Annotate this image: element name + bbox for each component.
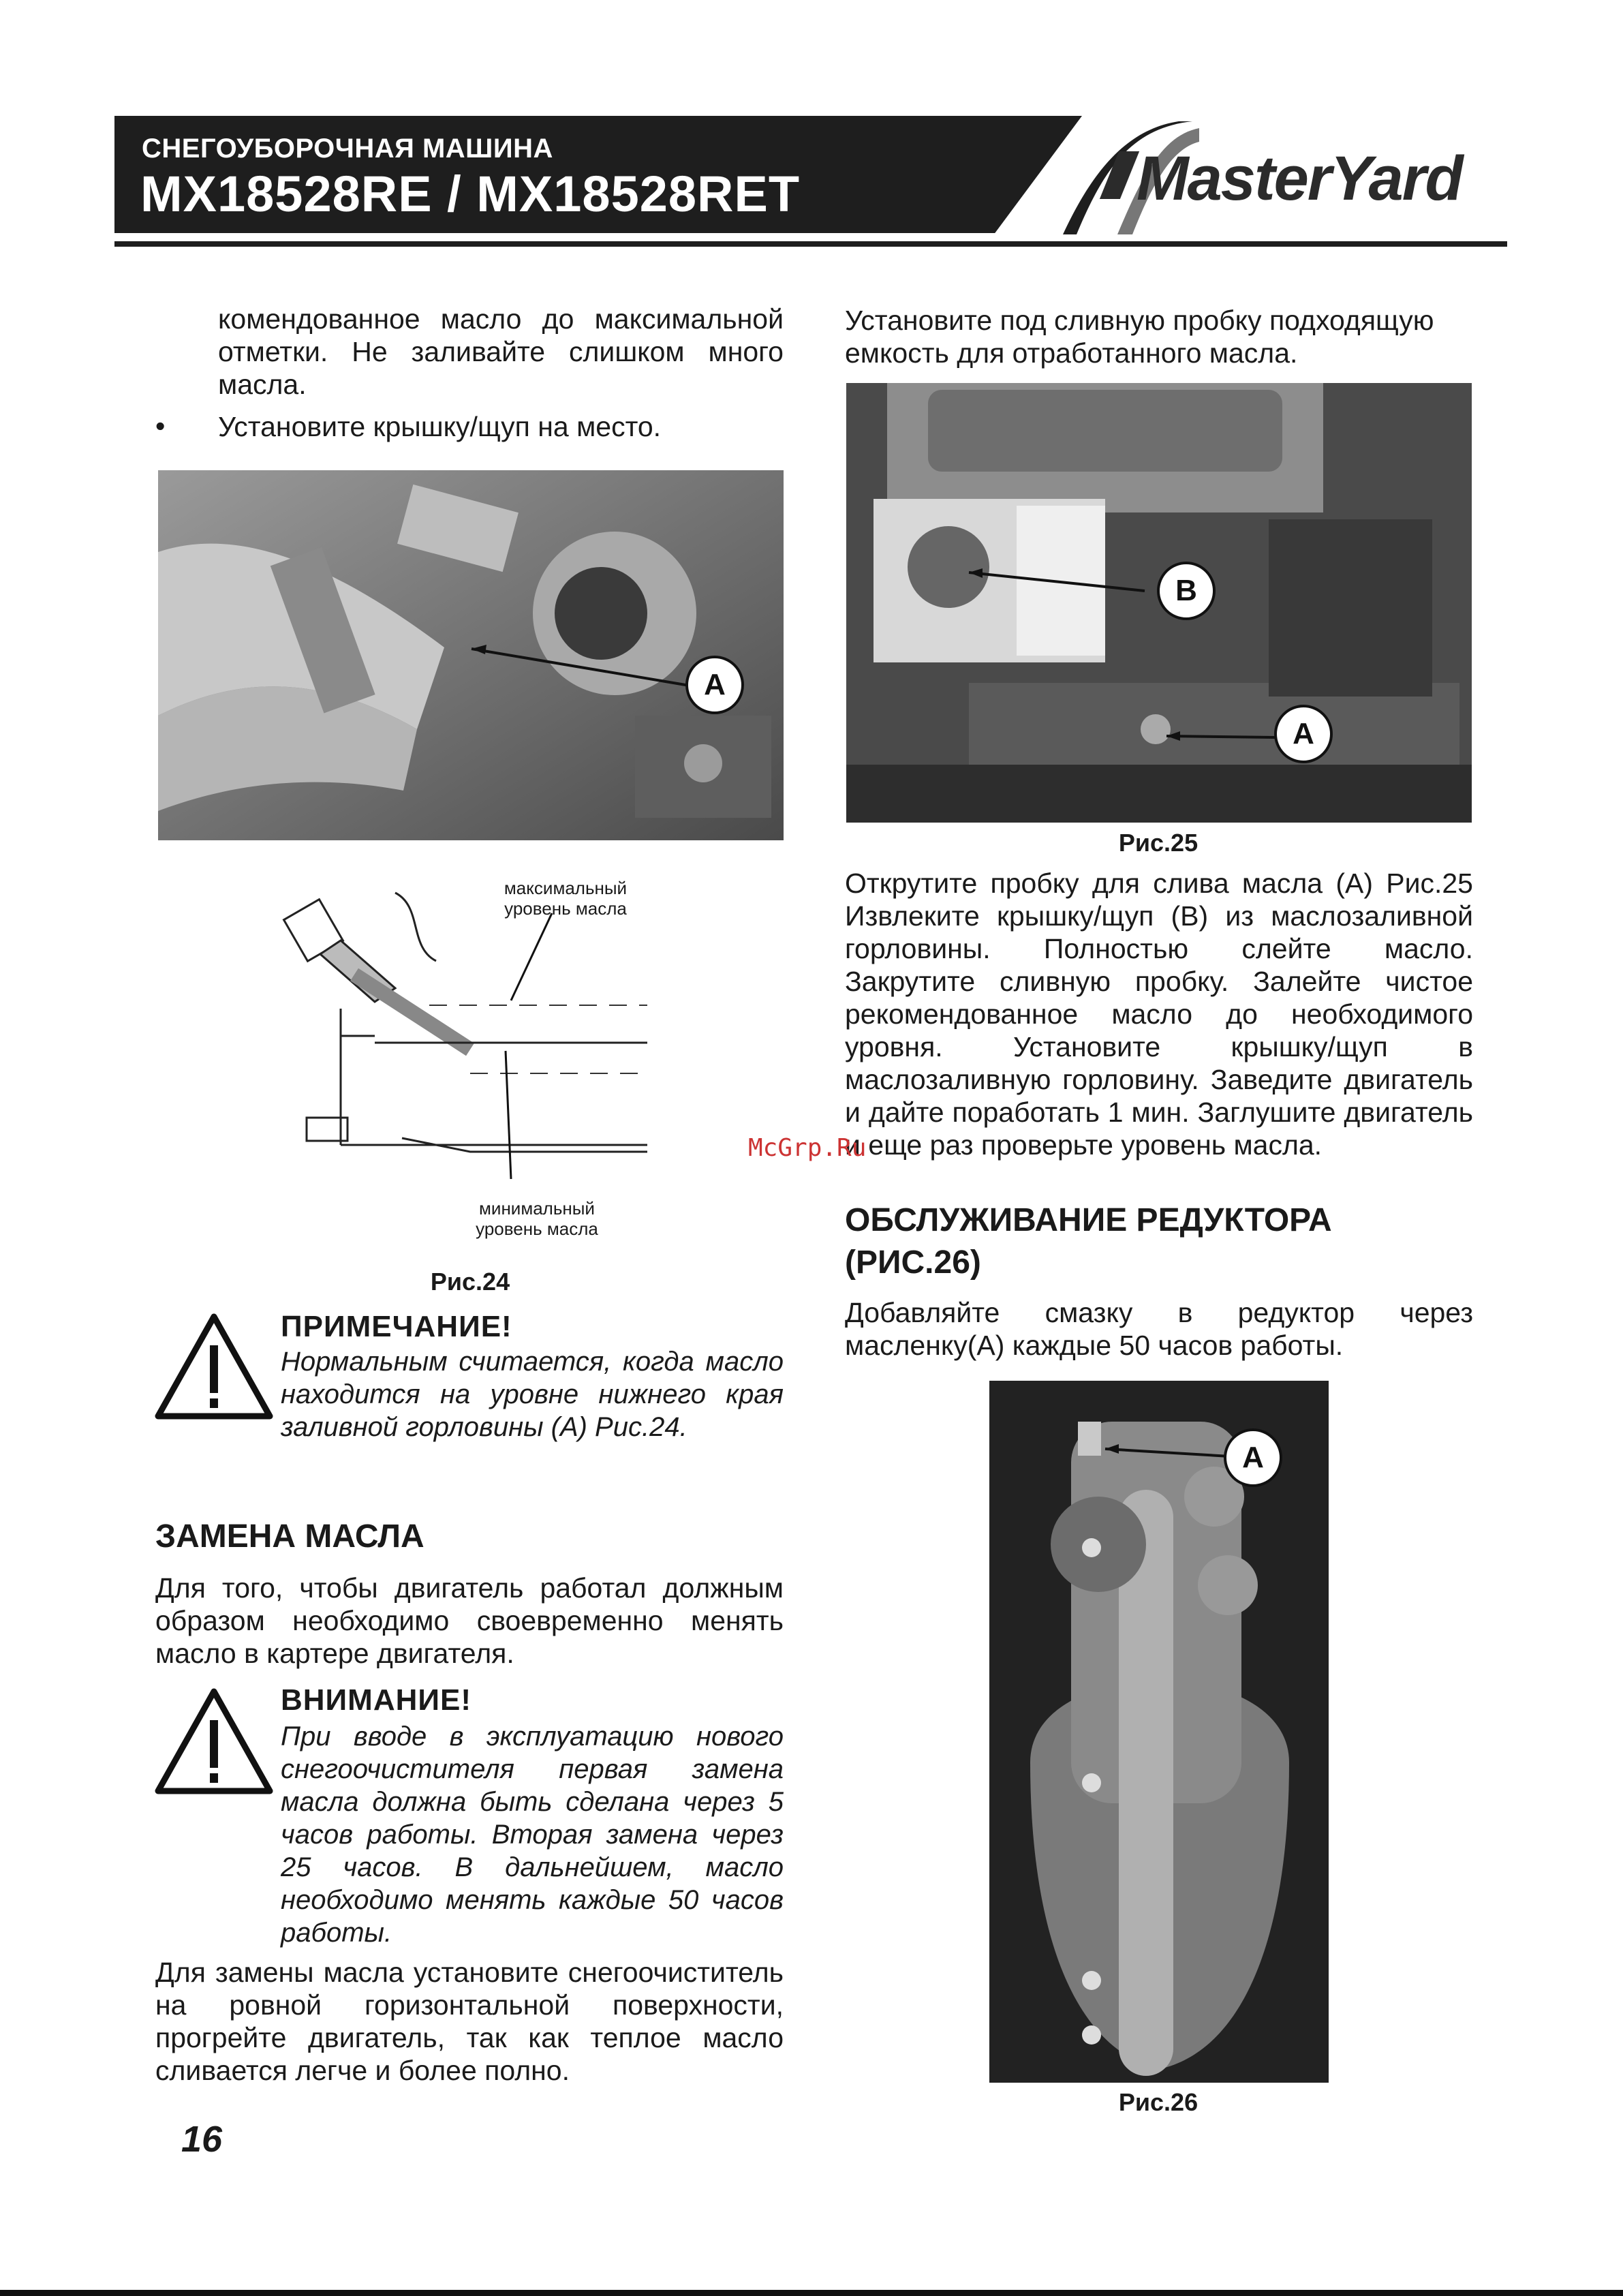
note-title: ПРИМЕЧАНИЕ! [281,1310,512,1343]
right-intro: Установите под сливную пробку подходящую емкость для отработанного масла. [845,305,1434,369]
warning-title: ВНИМАНИЕ! [281,1683,472,1717]
watermark: McGrp.Ru [748,1134,867,1162]
bullet-text: Установите крышку/щуп на место. [218,411,662,442]
figure25-label-b: B [1157,562,1216,620]
bullet-dot: • [155,410,166,442]
dipstick-photo-art [158,470,784,840]
oil-change-heading: ЗАМЕНА МАСЛА [155,1518,424,1555]
header-rule [114,241,1507,247]
gearbox-heading-line1: ОБСЛУЖИВАНИЕ РЕДУКТОРА [845,1202,1332,1238]
drain-instructions: Открутите пробку для слива масла (А) Рис.25 Извлеките крышку/щуп (В) из маслозаливной горловины. Полностью слейте масло. Закрутите сливную пробку. Залейте чистое рекомендованное масло до необходимого уровня. Установите крышку/щуп в маслозаливную горловину. Заведите двигатель и дайте поработать 1 мин. Заглушите двигатель и еще раз проверьте уровень масла. [845,868,1473,1161]
warning-body: При вводе в эксплуатацию нового снегоочистителя первая замена масла должна быть сделана через 5 часов работы. Вторая замена через 25 часов. В дальнейшем, масло необходимо менять каждые 50 часов работы. [281,1721,784,1948]
figure26-label-a: A [1224,1428,1282,1487]
figure25-caption: Рис.25 [1118,829,1199,857]
min-level-label: минимальный уровень масла [476,1198,598,1239]
header-subtitle: СНЕГОУБОРОЧНАЯ МАШИНА [142,134,553,164]
gearbox-heading-line2: (РИС.26) [845,1244,981,1281]
figure-drain-photo [846,383,1472,823]
warning-triangle-icon [154,1313,274,1422]
figure26-caption: Рис.26 [1118,2088,1199,2116]
figure23-label-a: A [685,656,744,714]
oil-change-text: Для того, чтобы двигатель работал должным образом необходимо своевременно менять масло в картере двигателя. [155,1572,784,1669]
bottom-edge [0,2290,1623,2296]
oil-change-procedure: Для замены масла установите снегоочиститель на ровной горизонтальной поверхности, прогрейте двигатель, так как теплое масло сливается легче и более полно. [155,1957,784,2086]
page-number: 16 [181,2119,223,2160]
warning-triangle-icon [154,1687,274,1796]
note-body: Нормальным считается, когда масло находится на уровне нижнего края заливной горловины (А) Рис.24. [281,1347,784,1442]
header-model: MX18528RE / MX18528RET [140,166,801,222]
figure25-label-a: A [1274,705,1333,763]
figure-dipstick-photo [158,470,784,840]
figure24-caption: Рис.24 [430,1268,510,1296]
gearbox-photo-art [989,1381,1329,2083]
max-level-label: максимальный уровень масла [504,878,628,919]
intro-continued: комендованное масло до максимальной отметки. Не заливайте слишком много масла. [218,303,784,400]
gearbox-text: Добавляйте смазку в редуктор через масленку(А) каждые 50 часов работы. [845,1297,1473,1361]
brand-logo: MasterYard [1137,144,1462,213]
figure-gearbox-photo [989,1381,1329,2083]
